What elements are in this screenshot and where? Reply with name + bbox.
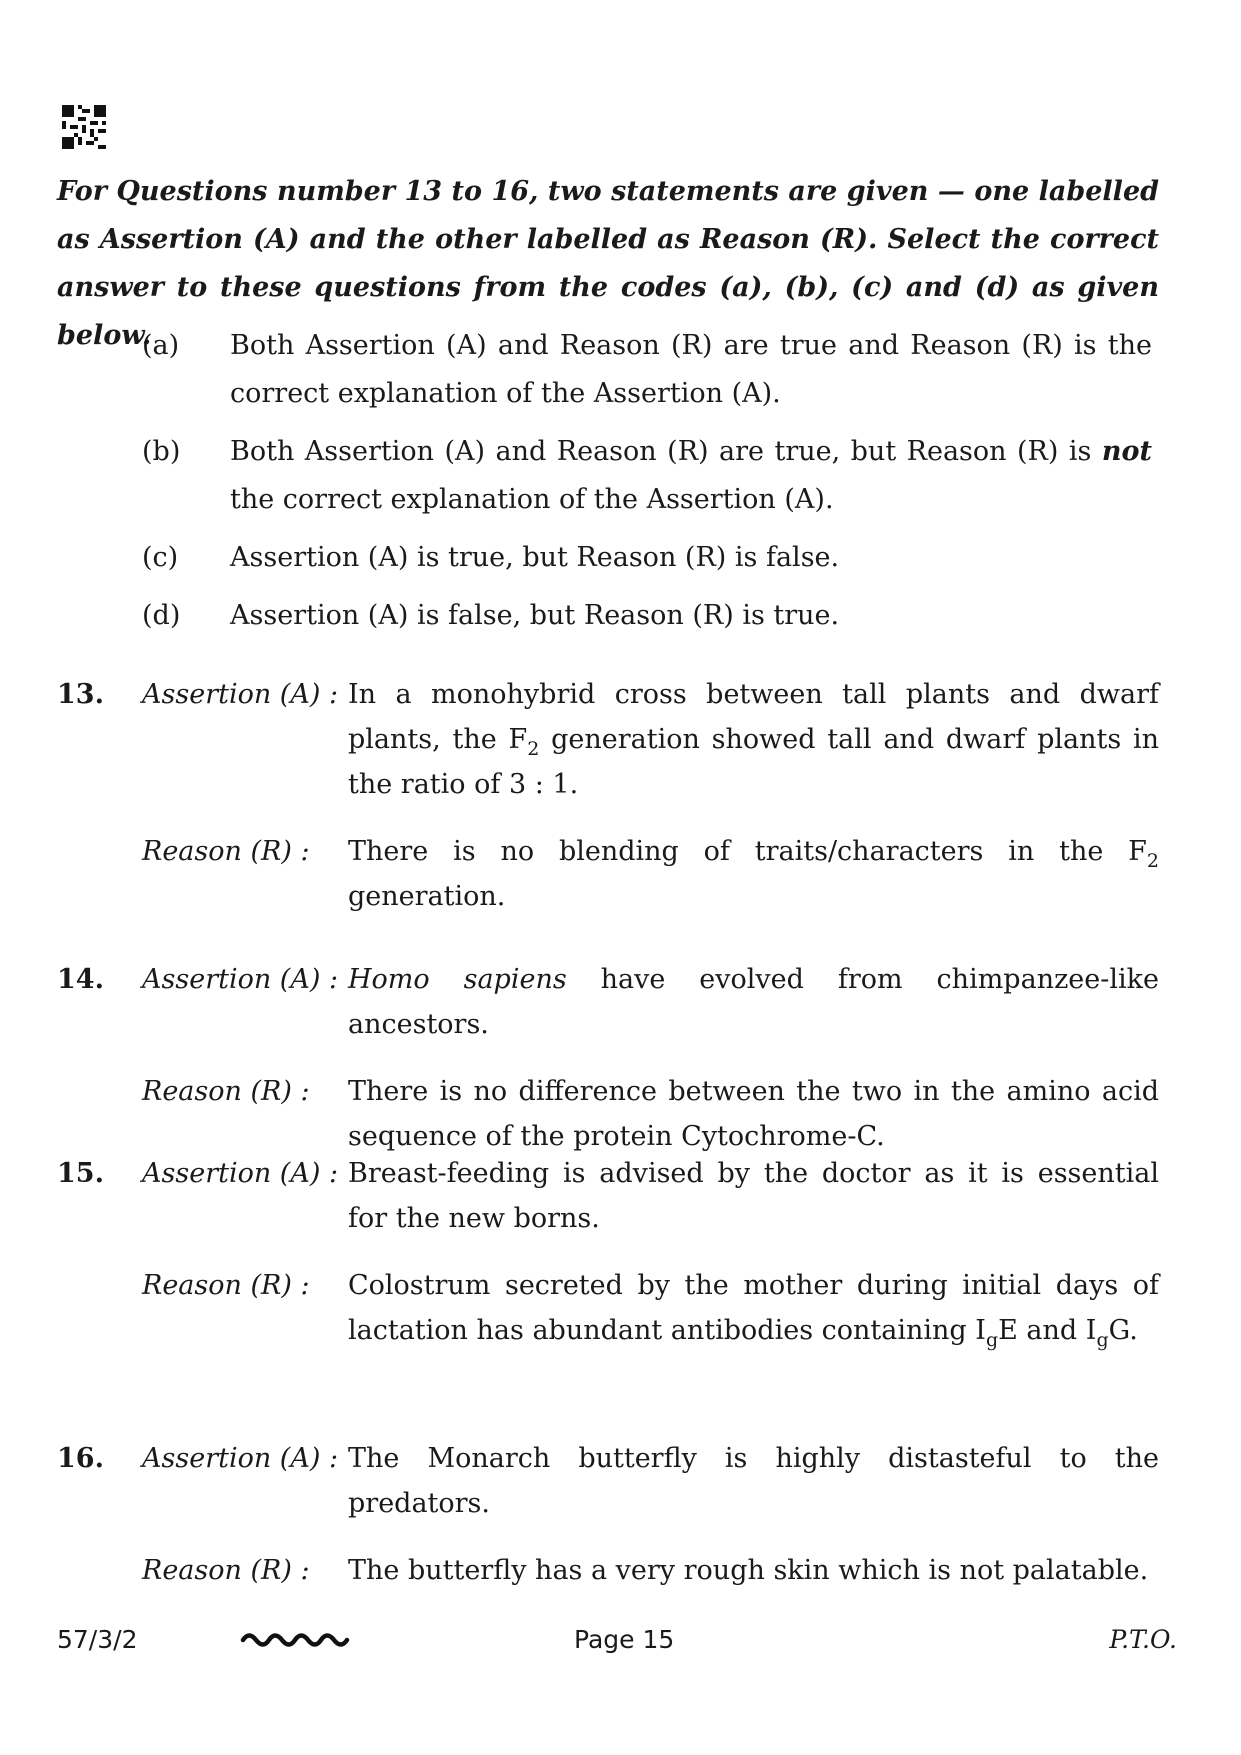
- question-13: [57, 672, 1159, 919]
- question-number: 16.: [57, 1443, 104, 1474]
- assertion-text: Breast-feeding is advised by the doctor as it is essential for the new borns.: [348, 1158, 1159, 1234]
- assertion-row: [57, 957, 1159, 1047]
- reason-text: The butterfly has a very rough skin which is not palatable.: [348, 1555, 1149, 1586]
- question-number: 15.: [57, 1158, 104, 1189]
- option-label: (b): [142, 436, 181, 467]
- assertion-label: Assertion (A) :: [142, 1443, 339, 1474]
- option-text: Both Assertion (A) and Reason (R) are true, but Reason (R) is not the correct explanation of the Assertion (A).: [230, 436, 1152, 515]
- option-code-d: [142, 592, 1152, 640]
- question-number: 13.: [57, 679, 104, 710]
- option-label: (a): [142, 330, 180, 361]
- reason-row: [57, 1263, 1159, 1353]
- reason-label: Reason (R) :: [142, 1076, 310, 1107]
- reason-row: [57, 829, 1159, 919]
- reason-label: Reason (R) :: [142, 1555, 310, 1586]
- page-footer: [57, 1625, 1177, 1661]
- assertion-text: In a monohybrid cross between tall plants and dwarf plants, the $F_2$ generation showed tall and dwarf plants in the ratio of 3 : 1.: [348, 679, 1160, 800]
- page-number: Page 15: [574, 1625, 675, 1654]
- pto-label: P.T.O.: [1109, 1625, 1177, 1654]
- reason-text: Colostrum secreted by the mother during initial days of lactation has abundant antibodies containing $I_gE$ and $I_gG$.: [348, 1270, 1159, 1351]
- reason-row: [57, 1548, 1159, 1593]
- option-text: Both Assertion (A) and Reason (R) are true and Reason (R) is the correct explanation of the Assertion (A).: [230, 330, 1152, 409]
- option-label: (c): [142, 542, 179, 573]
- assertion-row: [57, 1151, 1159, 1241]
- assertion-text: Homo sapiens have evolved from chimpanzee-like ancestors.: [348, 964, 1159, 1040]
- question-number: 14.: [57, 964, 104, 995]
- assertion-label: Assertion (A) :: [142, 1158, 339, 1189]
- reason-text: There is no blending of traits/characters in the $F_2$ generation.: [348, 836, 1159, 912]
- question-14: [57, 957, 1159, 1159]
- emphasis-not: not: [1101, 436, 1152, 467]
- reason-label: Reason (R) :: [142, 1270, 310, 1301]
- reason-row: [57, 1069, 1159, 1159]
- reason-text: There is no difference between the two in the amino acid sequence of the protein Cytochrome-C.: [348, 1076, 1159, 1152]
- option-text: Assertion (A) is true, but Reason (R) is false.: [230, 542, 840, 573]
- assertion-label: Assertion (A) :: [142, 964, 339, 995]
- assertion-label: Assertion (A) :: [142, 679, 339, 710]
- question-15: [57, 1151, 1159, 1353]
- question-16: [57, 1436, 1159, 1593]
- option-code-c: [142, 534, 1152, 582]
- assertion-row: [57, 1436, 1159, 1526]
- option-code-b: [142, 428, 1152, 524]
- assertion-text: The Monarch butterfly is highly distasteful to the predators.: [348, 1443, 1159, 1519]
- paper-code: 57/3/2: [57, 1625, 138, 1654]
- assertion-row: [57, 672, 1159, 807]
- instructions: For Questions number 13 to 16, two statements are given — one labelled as Assertion (A) and the other labelled as Reason (R). Select the correct answer to these questions from the codes (a), (b), (c) and (d) as given below.: [57, 176, 1159, 351]
- option-code-a: [142, 322, 1152, 418]
- qr-code: [62, 105, 106, 149]
- reason-label: Reason (R) :: [142, 836, 310, 867]
- option-text: Assertion (A) is false, but Reason (R) is true.: [230, 600, 840, 631]
- option-label: (d): [142, 600, 181, 631]
- tilde-ornament-icon: [239, 1623, 355, 1653]
